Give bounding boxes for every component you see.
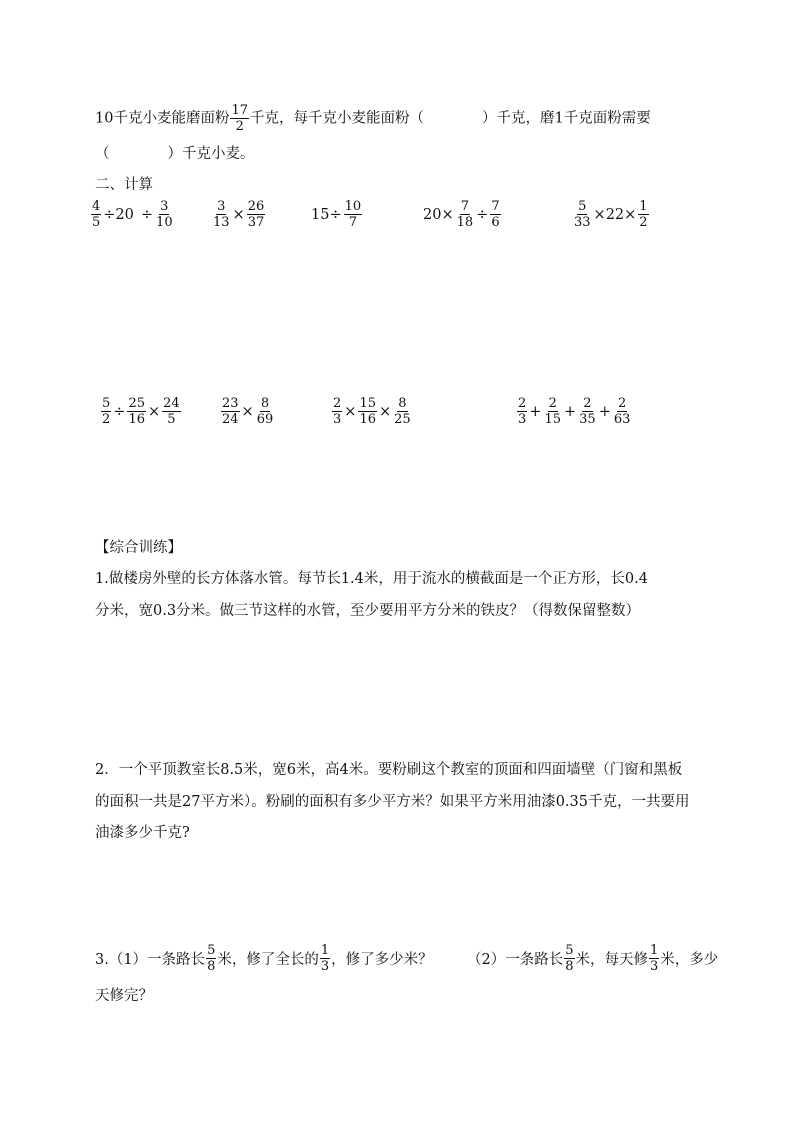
calc-problem <box>100 397 182 426</box>
section-title-training: 【综合训练】 <box>95 540 182 556</box>
fraction <box>358 397 377 426</box>
fraction-denominator: 16 <box>128 412 145 427</box>
fraction <box>393 397 412 426</box>
fraction-numerator: 4 <box>92 199 101 214</box>
question-2-line3: 油漆多少千克? <box>95 825 190 841</box>
fraction-numerator: 1 <box>320 943 330 958</box>
question-3-part2 <box>467 944 718 973</box>
fraction-denominator: 25 <box>394 412 411 427</box>
fraction <box>517 397 527 426</box>
fraction-denominator: 33 <box>574 215 591 230</box>
operator: ÷ <box>476 206 489 223</box>
fraction <box>320 944 330 973</box>
operator: + <box>563 403 577 420</box>
question-text: 米，修了全长的 <box>217 952 319 968</box>
fraction-denominator: 24 <box>222 412 239 427</box>
question-1-line2: 分米，宽0.3分米。做三节这样的水管，至少要用平方分米的铁皮？（得数保留整数） <box>95 603 641 619</box>
calc-problem <box>516 397 632 426</box>
section-title-calc: 二、计算 <box>95 177 153 193</box>
fraction-numerator: 3 <box>160 199 169 214</box>
fraction-numerator: 2 <box>333 396 342 411</box>
fraction-denominator: 7 <box>348 215 358 230</box>
fraction-denominator: 3 <box>650 959 659 974</box>
question-2-line1: 2．一个平顶教室长8.5米，宽6米，高4米。要粉刷这个教室的顶面和四面墙壁（门窗和黑板 <box>95 762 683 778</box>
operator: ×22× <box>593 206 637 223</box>
fill-in-text: ）千克，磨1千克面粉需要 <box>482 110 651 127</box>
fraction-denominator: 6 <box>491 215 500 230</box>
question-text: （2）一条路长 <box>467 952 564 968</box>
fraction-numerator: 23 <box>222 396 239 411</box>
fraction <box>613 397 632 426</box>
fraction <box>578 397 597 426</box>
fraction <box>91 200 101 229</box>
fraction <box>573 200 592 229</box>
fraction-denominator: 2 <box>639 215 648 230</box>
fraction <box>649 944 659 973</box>
fraction-numerator: 7 <box>491 199 500 214</box>
operator: × <box>241 403 254 420</box>
fraction <box>155 200 174 229</box>
operator: × <box>378 403 392 420</box>
fraction-numerator: 10 <box>344 199 362 214</box>
fraction <box>162 397 181 426</box>
question-1-line1: 1.做楼房外壁的长方体落水管。每节长1.4米，用于流水的横截面是一个正方形，长0.4 <box>95 571 648 587</box>
fraction-numerator: 15 <box>359 396 376 411</box>
question-2-line2: 的面积一共是27平方米）。粉刷的面积有多少平方米？如果平方米用油漆0.35千克，一共要用 <box>95 794 690 810</box>
fraction <box>247 200 266 229</box>
question-text: 米，多少 <box>660 952 719 968</box>
fraction-denominator: 8 <box>207 959 216 974</box>
fraction-denominator: 8 <box>565 959 574 974</box>
calc-problem <box>331 397 413 426</box>
fraction-denominator: 3 <box>333 412 342 427</box>
fraction-denominator: 15 <box>544 412 561 427</box>
fraction-denominator: 18 <box>456 215 474 230</box>
fraction-numerator: 5 <box>578 199 587 214</box>
calc-problem <box>572 200 650 229</box>
fraction-numerator: 1 <box>639 199 648 214</box>
fraction-denominator: 35 <box>579 412 596 427</box>
fraction-denominator: 2 <box>102 412 111 427</box>
operator: + <box>598 403 611 420</box>
question-3-line2: 天修完？ <box>95 988 153 1004</box>
operator: 20× <box>423 206 454 223</box>
fill-in-text: 千克，每千克小麦能面粉（ <box>250 110 424 127</box>
calc-problem <box>211 200 266 229</box>
fraction <box>638 200 648 229</box>
fraction-denominator: 5 <box>167 412 176 427</box>
fraction <box>543 397 562 426</box>
fraction-numerator: 5 <box>207 943 216 958</box>
fraction-numerator: 8 <box>398 396 407 411</box>
fraction-denominator: 37 <box>247 215 265 230</box>
fraction <box>230 104 249 133</box>
fraction <box>344 200 363 229</box>
fraction <box>212 200 231 229</box>
fraction <box>206 944 216 973</box>
fraction-numerator: 7 <box>460 199 470 214</box>
fill-in-question-line1 <box>95 104 651 133</box>
fraction-numerator: 2 <box>617 396 627 411</box>
fraction <box>101 397 111 426</box>
question-text: 米，每天修 <box>575 952 649 968</box>
calc-problem <box>90 200 175 229</box>
fraction-numerator: 2 <box>548 396 557 411</box>
fraction-numerator: 25 <box>128 396 145 411</box>
fraction <box>221 397 240 426</box>
operator: ÷ <box>113 403 126 420</box>
fraction-numerator: 1 <box>650 943 659 958</box>
fraction-numerator: 5 <box>102 396 111 411</box>
question-text: 3.（1）一条路长 <box>95 952 206 968</box>
fraction-numerator: 26 <box>247 199 265 214</box>
calc-problem <box>310 200 363 229</box>
fill-in-text: ）千克小麦。 <box>167 146 255 162</box>
fraction-denominator: 16 <box>359 412 376 427</box>
fraction <box>127 397 146 426</box>
fraction <box>256 397 275 426</box>
fraction-denominator: 10 <box>156 215 173 230</box>
fraction-denominator: 3 <box>320 959 330 974</box>
fraction-denominator: 3 <box>518 412 527 427</box>
fraction <box>456 200 475 229</box>
operator: × <box>232 206 245 223</box>
fraction-numerator: 3 <box>217 199 226 214</box>
fill-in-question-line2 <box>95 143 255 165</box>
fill-in-text: 10千克小麦能磨面粉 <box>95 110 230 127</box>
calc-problem <box>220 397 275 426</box>
fraction-numerator: 5 <box>565 943 574 958</box>
fraction-numerator: 24 <box>163 396 180 411</box>
fraction-numerator: 17 <box>231 103 248 118</box>
fraction-denominator: 5 <box>92 215 101 230</box>
fraction <box>564 944 574 973</box>
calc-problem <box>422 200 502 229</box>
operator: ÷ <box>140 206 154 223</box>
fraction-denominator: 13 <box>213 215 230 230</box>
operator: ÷20 <box>103 206 134 223</box>
question-3-part1 <box>95 944 433 973</box>
operator: 15÷ <box>311 206 342 223</box>
fraction-numerator: 8 <box>260 396 270 411</box>
fraction-numerator: 2 <box>518 396 527 411</box>
fraction-denominator: 2 <box>235 119 244 134</box>
fraction-denominator: 63 <box>613 412 631 427</box>
operator: × <box>147 403 161 420</box>
operator: + <box>529 403 542 420</box>
fraction-denominator: 69 <box>256 412 274 427</box>
question-text: ，修了多少米？ <box>331 952 433 968</box>
operator: × <box>344 403 357 420</box>
fraction <box>332 397 342 426</box>
fill-in-text: （ <box>95 146 110 162</box>
fraction-numerator: 2 <box>583 396 592 411</box>
fraction <box>490 200 500 229</box>
